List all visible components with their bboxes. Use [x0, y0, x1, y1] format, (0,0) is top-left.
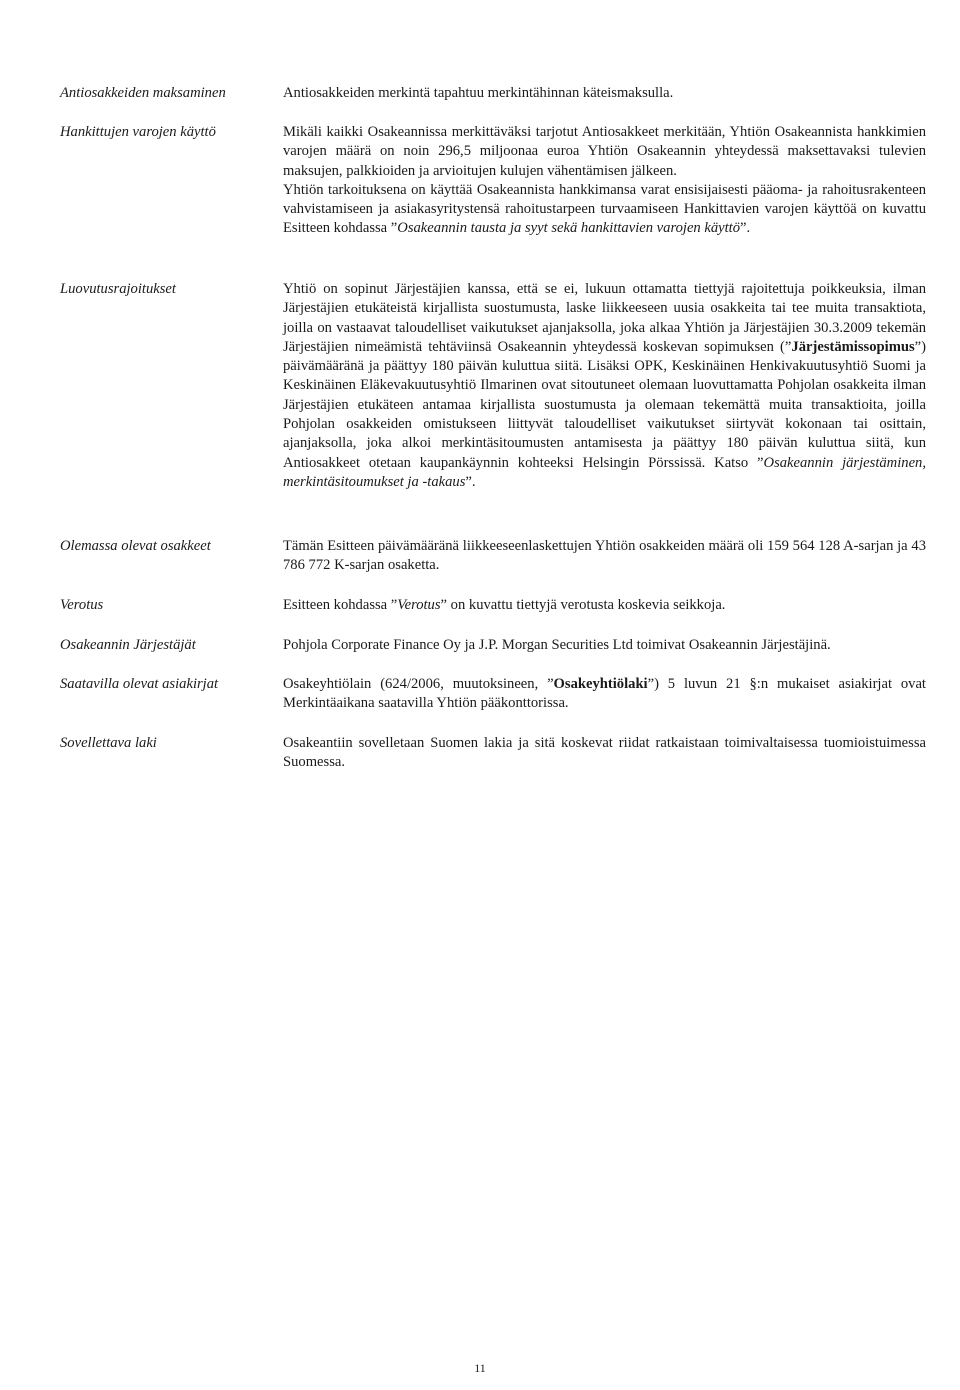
paragraph: Mikäli kaikki Osakeannissa merkittäväksi tarjotut Antiosakkeet merkitään, Yhtiön Osakeannista hankkimien varojen määrä on noin 296,5 miljoonaa euroa Yhtiön Osakeannin yhteydessä maksettavaksi tulevien maksujen, palkkioiden ja arvioitujen kulujen vähentämisen jälkeen.: [283, 124, 926, 179]
paragraph: Osakeantiin sovelletaan Suomen lakia ja sitä koskevat riidat ratkaistaan toimivaltaisessa tuomioistuimessa Suomessa.: [283, 735, 926, 771]
section-body: [283, 675, 926, 714]
paragraph: Esitteen kohdassa ”Verotus” on kuvattu tiettyjä verotusta koskevia seikkoja.: [283, 597, 726, 613]
section-label: Verotus: [60, 597, 104, 613]
paragraph: Yhtiön tarkoituksena on käyttää Osakeannista hankkimansa varat ensisijaisesti pääoma- ja rahoitusrakenteen vahvistamiseen ja asiakasyritystensä rahoitustarpeen turvaamiseen Hankittavien varojen käyttöä on kuvattu Esitteen kohdassa ”Osakeannin tausta ja syyt sekä hankittavien varojen käyttö”.: [283, 181, 926, 237]
paragraph: Yhtiö on sopinut Järjestäjien kanssa, että se ei, lukuun ottamatta tiettyjä rajoitettuja poikkeuksia, ilman Järjestäjien etukäteistä kirjallista suostumusta, laske liikkeeseen uusia osakkeita tai tee muita transaktiota, joilla on vastaavat taloudelliset vaikutukset ajanjaksolla, joka alkaa Yhtiön ja Järjestäjien 30.3.2009 tekemän Järjestäjien nimeämistä tehtäviinsä Osakeannin yhteydessä koskevan sopimuksen (”Järjestämissopimus”) päivämääränä ja päättyy 180 päivän kuluttua siitä. Lisäksi OPK, Keskinäinen Henkivakuutusyhtiö Suomi ja Keskinäinen Eläkevakuutusyhtiö Ilmarinen ovat sitoutuneet olemaan luovuttamatta Pohjolan osakkeita ilman Järjestäjien etukäteen antamaa kirjallista suostumusta ja olemaan tekemättä muita transaktioita, joilla Pohjolan osakkeiden omistukseen liittyvät taloudelliset vaikutukset siirtyvät kokonaan tai osittain, ajanjaksolla, joka alkoi merkintäsitoumusten antamisesta ja päättyy 180 päivän kuluttua siitä, kun Antiosakkeet otetaan kaupankäynnin kohteeksi Helsingin Pörssissä. Katso ”Osakeannin järjestäminen, merkintäsitoumukset ja -takaus”.: [283, 281, 926, 490]
paragraph: Pohjola Corporate Finance Oy ja J.P. Morgan Securities Ltd toimivat Osakeannin Järjestäjinä.: [283, 637, 831, 653]
paragraph: Antiosakkeiden merkintä tapahtuu merkintähinnan käteismaksulla.: [283, 85, 674, 101]
page-number: 11: [474, 1361, 486, 1375]
section-label: Olemassa olevat osakkeet: [60, 538, 211, 554]
section-body: [283, 123, 926, 239]
section-label: Sovellettava laki: [60, 735, 157, 751]
section-body: [283, 537, 926, 576]
section-label: Luovutusrajoitukset: [60, 281, 176, 297]
section-label: Antiosakkeiden maksaminen: [60, 85, 226, 101]
section-body: [283, 84, 926, 103]
section-label: Osakeannin Järjestäjät: [60, 637, 196, 653]
paragraph: Tämän Esitteen päivämääränä liikkeeseenlaskettujen Yhtiön osakkeiden määrä oli 159 564 128 A-sarjan ja 43 786 772 K-sarjan osaketta.: [283, 538, 926, 574]
section-body: [283, 280, 926, 492]
section-body: [283, 596, 926, 615]
section-body: [283, 636, 926, 655]
section-label: Saatavilla olevat asiakirjat: [60, 676, 219, 692]
section-body: [283, 734, 926, 773]
paragraph: Osakeyhtiölain (624/2006, muutoksineen, ”Osakeyhtiölaki”) 5 luvun 21 §:n mukaiset asiakirjat ovat Merkintäaikana saatavilla Yhtiön pääkonttorissa.: [283, 676, 926, 712]
section-label: Hankittujen varojen käyttö: [60, 124, 216, 140]
